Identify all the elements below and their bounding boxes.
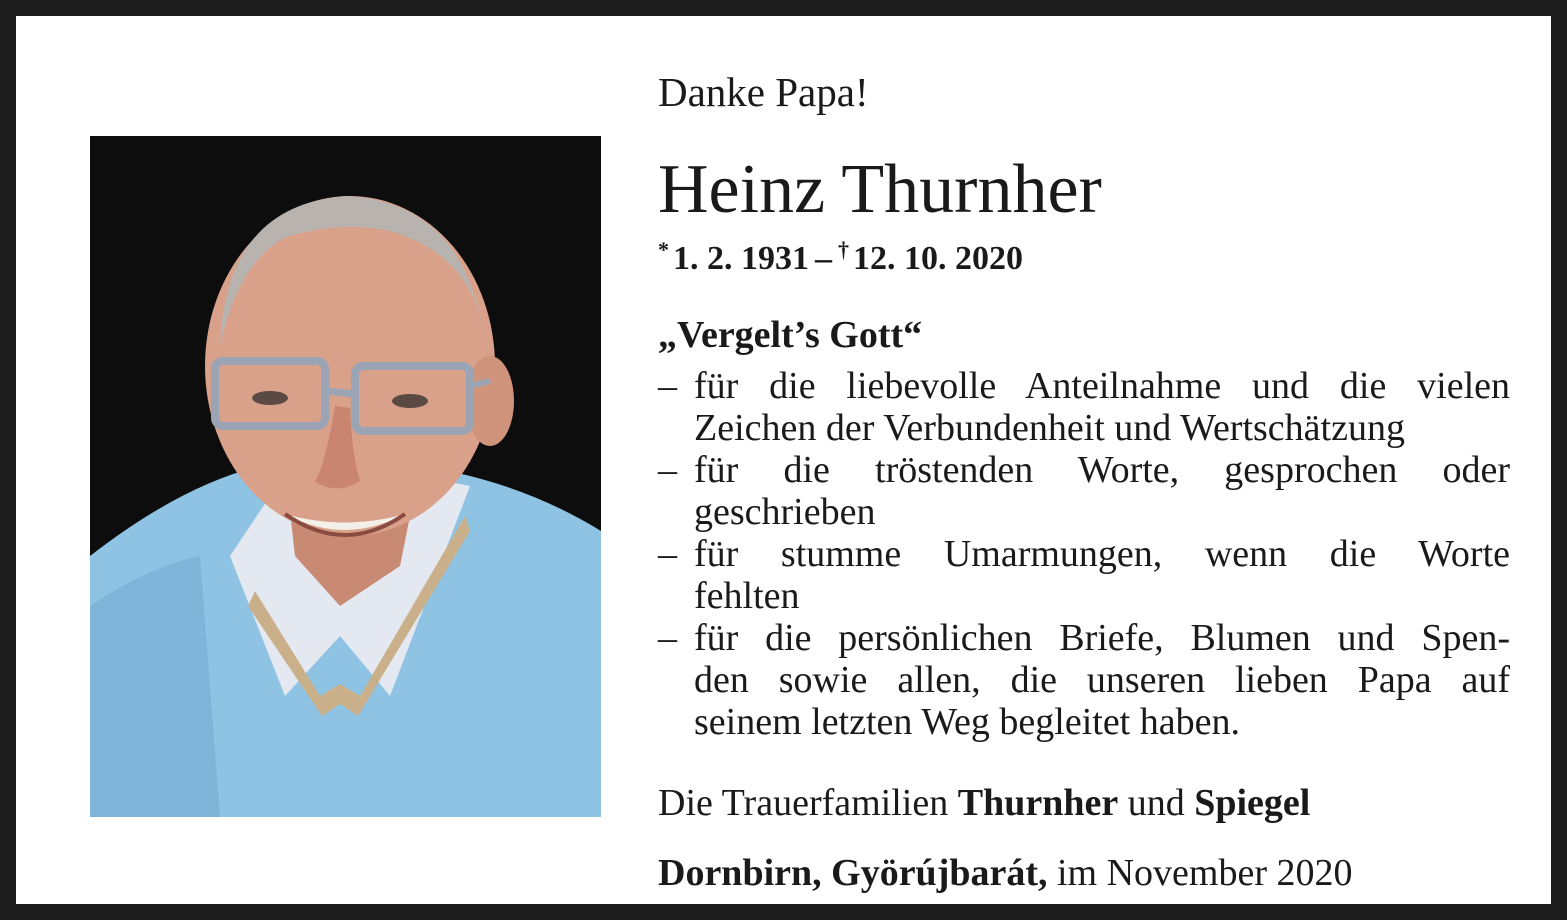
family-name-1: Thurnher: [957, 782, 1119, 824]
list-item: [658, 533, 1510, 617]
list-item-line: den sowie allen, die unseren lieben Papa auf: [694, 659, 1510, 701]
list-dash: –: [658, 365, 677, 407]
birth-symbol: *: [658, 237, 669, 262]
greeting: Danke Papa!: [658, 69, 869, 115]
list-item-line: für die persönlichen Briefe, Blumen und Spen-: [694, 617, 1510, 659]
list-dash: –: [658, 617, 677, 659]
family-signature: [658, 780, 1310, 826]
list-item-line: fehlten: [694, 575, 800, 617]
birth-date: 1. 2. 1931: [673, 240, 809, 277]
list-item-line: für die tröstenden Worte, gesprochen oder: [694, 449, 1510, 491]
list-item-line: geschrieben: [694, 491, 876, 533]
list-item: [658, 449, 1510, 533]
list-dash: –: [658, 533, 677, 575]
list-item-line: für stumme Umarmungen, wenn die Worte: [694, 533, 1510, 575]
family-conj: und: [1127, 782, 1185, 824]
death-symbol: †: [838, 237, 849, 262]
family-prefix: Die Trauerfamilien: [658, 782, 949, 824]
list-item: [658, 365, 1510, 449]
portrait-photo: [90, 136, 601, 817]
death-date: 12. 10. 2020: [853, 240, 1023, 277]
deceased-name: Heinz Thurnher: [658, 151, 1102, 228]
thanks-heading: „Vergelt’s Gott“: [658, 314, 923, 356]
thanks-list: [658, 365, 1510, 743]
place-date: [658, 850, 1353, 896]
list-item-line: Zeichen der Verbundenheit und Wertschätzung: [694, 407, 1405, 449]
list-item-line: für die liebevolle Anteilnahme und die vielen: [694, 365, 1510, 407]
date-separator: –: [815, 240, 832, 277]
list-item: [658, 617, 1510, 743]
life-dates: [658, 228, 1023, 281]
places: Dornbirn, Györújbarát,: [658, 852, 1048, 894]
portrait-illustration: [90, 136, 601, 817]
list-item-line: seinem letzten Weg begleitet haben.: [694, 701, 1240, 743]
list-dash: –: [658, 449, 677, 491]
family-name-2: Spiegel: [1194, 782, 1311, 824]
month-year: im November 2020: [1057, 852, 1353, 894]
